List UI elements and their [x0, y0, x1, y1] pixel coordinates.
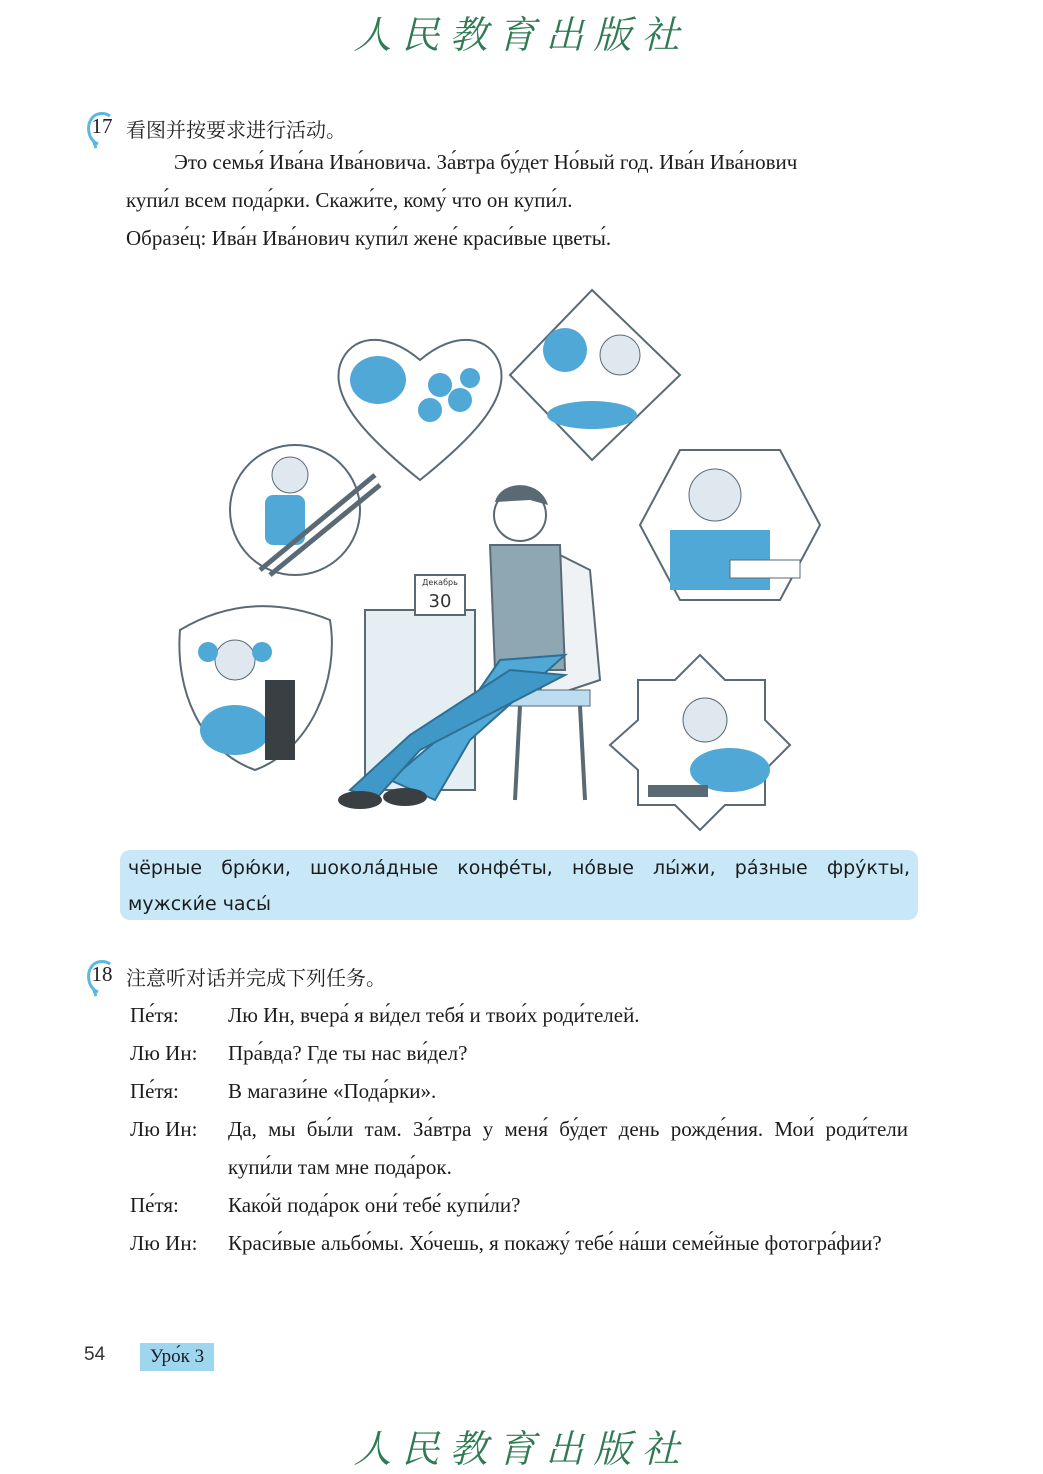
page-number: 54 — [84, 1344, 106, 1365]
exercise-number-badge — [84, 958, 120, 994]
utterance: В магази́не «Пода́рки». — [228, 1079, 437, 1103]
instruction-line: Это семья́ Ива́на Ива́новича. За́втра бу́дет Но́вый год. Ива́н Ива́нович — [174, 150, 798, 174]
exercise-title: 看图并按要求进行活动。 — [126, 117, 346, 142]
exercise-title: 注意听对话并完成下列任务。 — [126, 965, 386, 990]
exercise-17-header — [84, 110, 346, 146]
exercise-18-header — [84, 958, 386, 994]
speaker: Лю Ин: — [130, 1117, 198, 1141]
ivan-ivanovich-figure — [338, 485, 600, 809]
exercise-17-instructions — [126, 143, 908, 257]
speaker: Пе́тя: — [130, 1003, 179, 1027]
vocabulary-box — [120, 850, 918, 920]
utterance: Лю Ин, вчера́ я ви́дел тебя́ и твои́х роди́телей. — [228, 1003, 640, 1027]
dialogue-line — [130, 1186, 908, 1224]
hexagon-frame-grandfather-watch — [640, 450, 820, 600]
diamond-frame-grandparents-fruits — [510, 290, 680, 460]
dialogue-line — [130, 1224, 908, 1262]
dialogue — [130, 996, 908, 1262]
star-frame-grandmother-candies — [610, 655, 790, 830]
exercise-number: 17 — [91, 114, 113, 138]
shield-frame-girl-trousers — [179, 606, 332, 770]
speaker: Пе́тя: — [130, 1193, 179, 1217]
family-gifts-illustration — [170, 280, 830, 840]
speaker: Лю Ин: — [130, 1231, 198, 1255]
circle-frame-boy-skis — [230, 445, 380, 575]
speaker: Пе́тя: — [130, 1079, 179, 1103]
utterance: Краси́вые альбо́мы. Хо́чешь, я покажу́ тебе́ на́ши семе́йные фотогра́фии? — [228, 1231, 882, 1255]
dialogue-line — [130, 1072, 908, 1110]
dialogue-line — [130, 996, 908, 1034]
instruction-line: купи́л всем пода́рки. Скажи́те, кому́ что он купи́л. — [126, 188, 573, 212]
utterance: Пра́вда? Где ты нас ви́дел? — [228, 1041, 468, 1065]
vocabulary-words: чёрные брю́ки, шокола́дные конфе́ты, но́вые лы́жи, ра́зные фру́кты, мужски́е часы́ — [128, 857, 910, 915]
calendar-month: Декабрь — [422, 578, 458, 587]
lesson-tag: Уро́к 3 — [140, 1343, 214, 1371]
publisher-watermark-bottom: 人民教育出版社 — [353, 1427, 690, 1471]
heart-frame-wife-flowers — [338, 340, 501, 480]
calendar-day: 30 — [428, 591, 452, 612]
speaker: Лю Ин: — [130, 1041, 198, 1065]
exercise-number: 18 — [91, 962, 113, 986]
example-line: Образе́ц: Ива́н Ива́нович купи́л жене́ краси́вые цветы́. — [126, 226, 612, 250]
exercise-number-badge — [84, 110, 120, 146]
utterance: Како́й пода́рок они́ тебе́ купи́ли? — [228, 1193, 521, 1217]
utterance: Да, мы бы́ли там. За́втра у меня́ бу́дет день рожде́ния. Мои́ роди́тели купи́ли там мне пода́рок. — [228, 1117, 908, 1179]
publisher-watermark-top: 人民教育出版社 — [353, 13, 690, 57]
dialogue-line — [130, 1110, 908, 1186]
dialogue-line — [130, 1034, 908, 1072]
